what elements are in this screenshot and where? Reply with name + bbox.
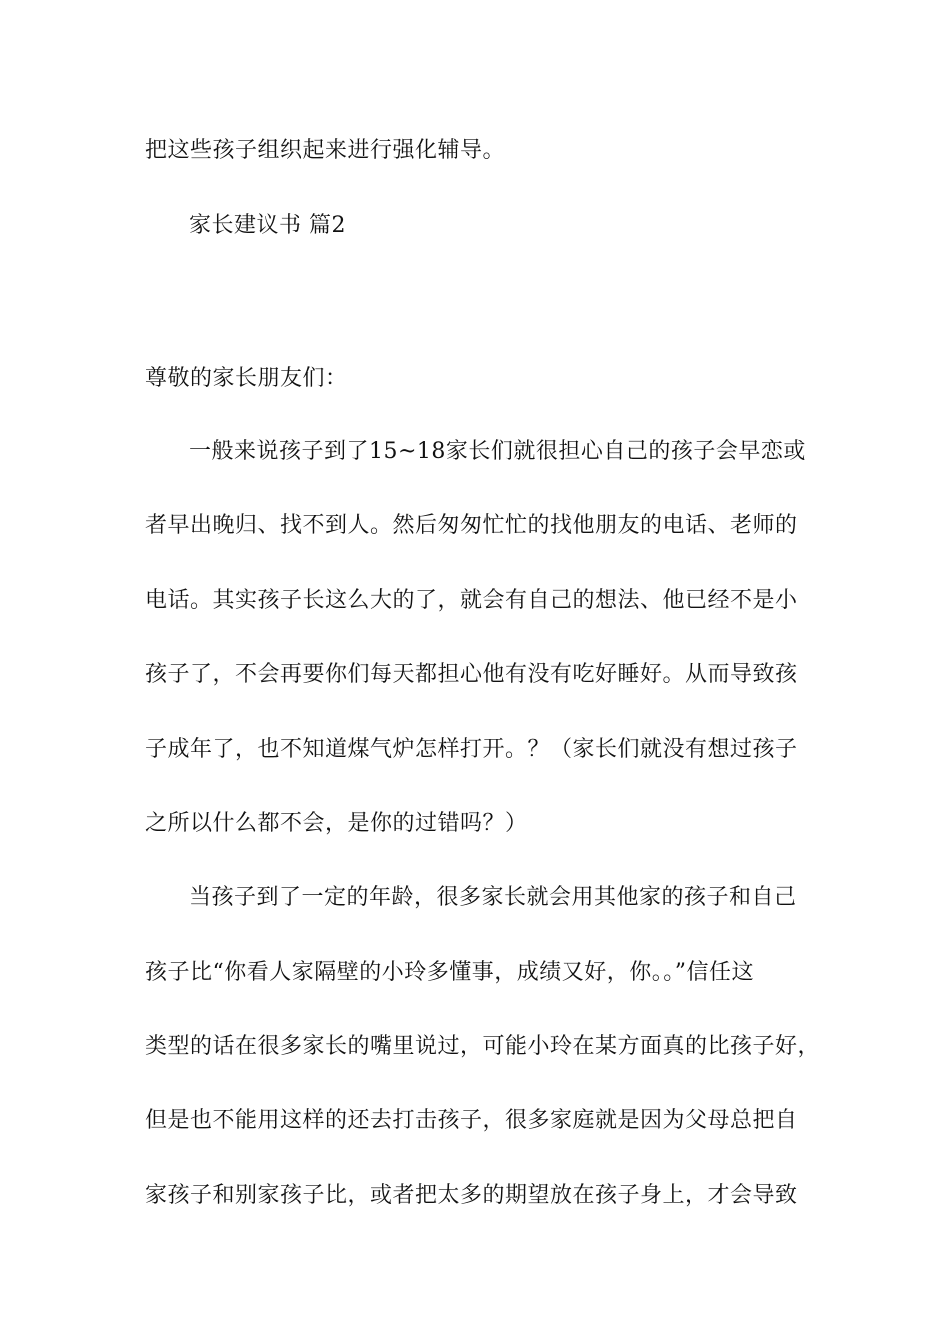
paragraph-line: 者早出晚归、找不到人。然后匆匆忙忙的找他朋友的电话、老师的: [145, 513, 798, 538]
section-heading: 家长建议书 篇2: [189, 213, 346, 238]
paragraph-line: 之所以什么都不会，是你的过错吗？）: [145, 811, 528, 836]
salutation: 尊敬的家长朋友们：: [145, 366, 348, 391]
paragraph-line: 类型的话在很多家长的嘴里说过，可能小玲在某方面真的比孩子好，: [145, 1034, 821, 1059]
paragraph-line: 家孩子和别家孩子比，或者把太多的期望放在孩子身上，才会导致: [145, 1183, 798, 1208]
paragraph-line: 孩子比“你看人家隔壁的小玲多懂事，成绩又好，你。。”信任这: [145, 960, 754, 985]
paragraph-line: 子成年了，也不知道煤气炉怎样打开。？（家长们就没有想过孩子: [145, 737, 798, 762]
paragraph-line: 把这些孩子组织起来进行强化辅导。: [145, 138, 506, 163]
paragraph-line: 一般来说孩子到了15~18家长们就很担心自己的孩子会早恋或: [189, 439, 806, 464]
paragraph-line: 但是也不能用这样的还去打击孩子，很多家庭就是因为父母总把自: [145, 1108, 798, 1133]
paragraph-line: 当孩子到了一定的年龄，很多家长就会用其他家的孩子和自己: [189, 885, 797, 910]
paragraph-line: 电话。其实孩子长这么大的了，就会有自己的想法、他已经不是小: [145, 588, 798, 613]
paragraph-line: 孩子了，不会再要你们每天都担心他有没有吃好睡好。从而导致孩: [145, 662, 798, 687]
